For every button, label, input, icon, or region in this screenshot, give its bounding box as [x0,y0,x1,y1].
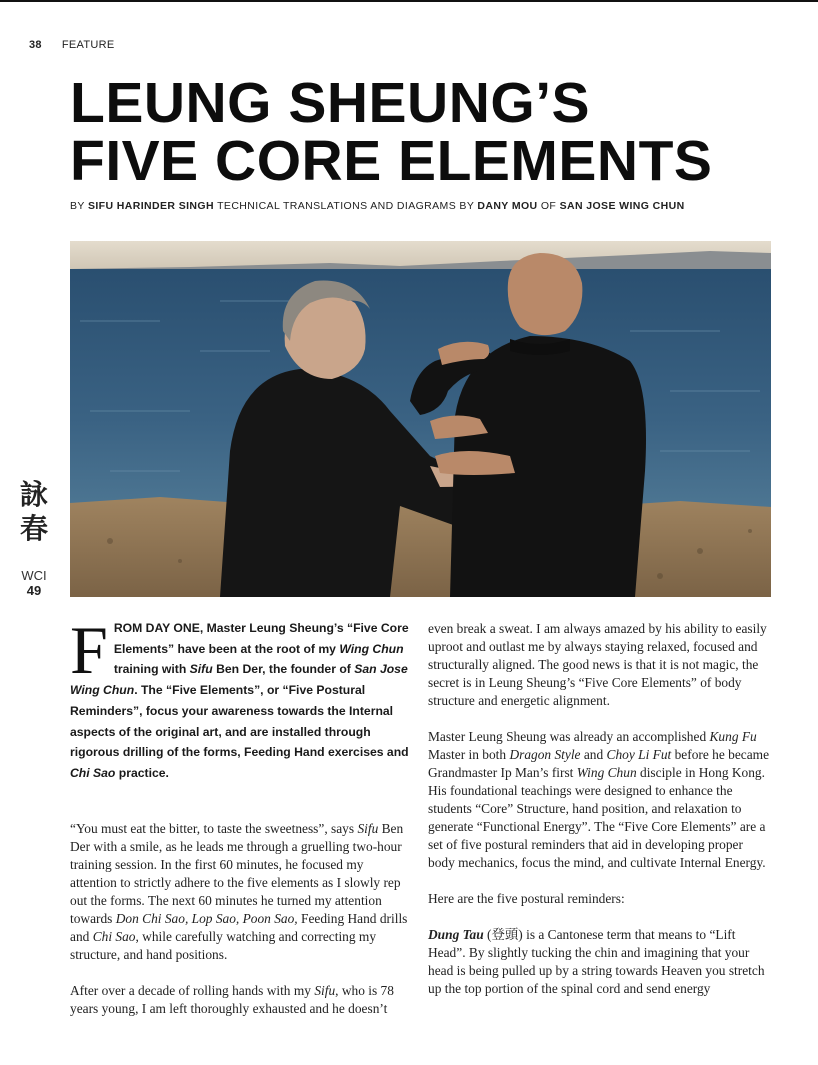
para2-text-d: , while carefully watching and correcting my structure, and hand positions. [70,928,377,962]
top-rule [0,0,818,2]
para5-text-e: disciple in Hong Kong. His foundational teachings were designed to enhance the students “Core” Structure, hand position, and relaxation to generate “Functional Energy”. The “Five Core Elements” are a set of five postural reminders that aid in developing proper body mechanics, focus the mind, and cultivate Internal Energy. [428,765,766,870]
logo-glyph-1: 詠 [19,478,48,511]
para7-text: is a Cantonese term that means to “Lift Head”. By slightly tucking the chin and imagining that your head is being pulled up by a string towards Heaven you stretch up the top portion of the spinal cord and send energy [428,927,765,996]
para2-text-c: Feeding Hand drills and [70,910,408,944]
term-dung-tau: Dung Tau [428,927,484,942]
para3-text-b: , who is 78 years young, I am left thoroughly exhausted and he doesn’t [70,982,394,1016]
para3-italic-a: Sifu [314,982,336,998]
article-column-right [428,620,773,998]
byline-middle: TECHNICAL TRANSLATIONS AND DIAGRAMS BY [213,200,478,212]
body-paragraph-2 [70,820,410,964]
para2-text-a: “You must eat the bitter, to taste the sweetness”, says [70,820,358,836]
byline-author: SIFU HARINDER SINGH [87,200,214,212]
para5-italic-d: Wing Chun [576,765,637,780]
para2-italic-b: Don Chi Sao, Lop Sao, Poon Sao, [115,910,298,926]
para5-italic-c: Choy Li Fut [606,747,672,762]
page-folio [29,39,114,51]
feature-photo [70,241,771,597]
lead-text-5: practice. [115,765,169,780]
lead-text-3: Ben Der, the founder of [212,662,355,677]
article-headline [70,71,810,193]
para3-text-a: After over a decade of rolling hands with my [70,982,315,998]
feature-photo-illustration [70,241,771,597]
para2-text-b: Ben Der with a smile, as he leads me through a gruelling two-hour training session. In the first 60 minutes, he focused my attention to strictly adhere to the five elements as I slowly rep out the forms. The next 60 minutes he turned my attention towards [70,820,404,926]
body-paragraph-6: Here are the five postural reminders: [428,891,625,906]
body-paragraph-3 [70,982,410,1018]
para2-italic-c: Chi Sao [92,928,136,944]
para2-italic-a: Sifu [357,820,379,836]
lead-italic-4: Chi Sao [70,765,116,780]
issue-number: 49 [26,583,42,598]
logo-glyph-2: 春 [19,512,48,545]
body-paragraph-5 [428,728,773,872]
wing-chun-logo [14,478,54,546]
magazine-sidebar-mark [14,478,54,598]
lead-text-1: ROM DAY ONE, Master Leung Sheung’s “Five Core Elements” have been at the root of my [113,621,409,656]
headline-line-1: LEUNG SHEUNG’S [70,71,591,135]
para5-text-d: before he became Grandmaster Ip Man’s first [428,747,770,780]
magazine-abbreviation: WCI [21,568,47,583]
article-column-left [70,612,410,1018]
para5-text-c: and [580,747,607,762]
page-number: 38 [29,39,42,51]
para5-italic-b: Dragon Style [509,747,581,762]
para5-italic-a: Kung Fu [709,729,757,744]
term-chinese: (登頭) [483,927,523,942]
byline-translator: DANY MOU [477,200,538,212]
lead-text-2: training with [113,662,190,677]
lead-italic-1: Wing Chun [339,641,404,656]
byline [70,200,800,212]
byline-school: SAN JOSE WING CHUN [559,200,685,212]
drop-cap: F [70,612,108,688]
body-paragraph-4: even break a sweat. I am always amazed by his ability to easily uproot and outlast me by always staying relaxed, focused and structurally aligned. The good news is that it is not magic, the secret is in Leung Sheung’s “Five Core Elements” of body structure and energetic alignment. [428,621,767,708]
body-paragraph-7 [428,926,773,998]
lead-italic-2: Sifu [189,662,213,677]
para5-text-b: Master in both [428,747,510,762]
section-label: FEATURE [61,39,115,51]
lead-paragraph [70,612,410,784]
byline-of: OF [537,200,560,212]
headline-line-2: FIVE CORE ELEMENTS [70,129,713,193]
byline-prefix: BY [70,200,88,212]
lead-text-4: . The “Five Elements”, or “Five Postural Reminders”, focus your awareness towards the Internal aspects of the original art, and are installed through rigorous drilling of the forms, Feeding Hand exercises and [70,683,409,760]
para5-text-a: Master Leung Sheung was already an accomplished [428,729,710,744]
lead-italic-3: San Jose Wing Chun [70,662,408,698]
